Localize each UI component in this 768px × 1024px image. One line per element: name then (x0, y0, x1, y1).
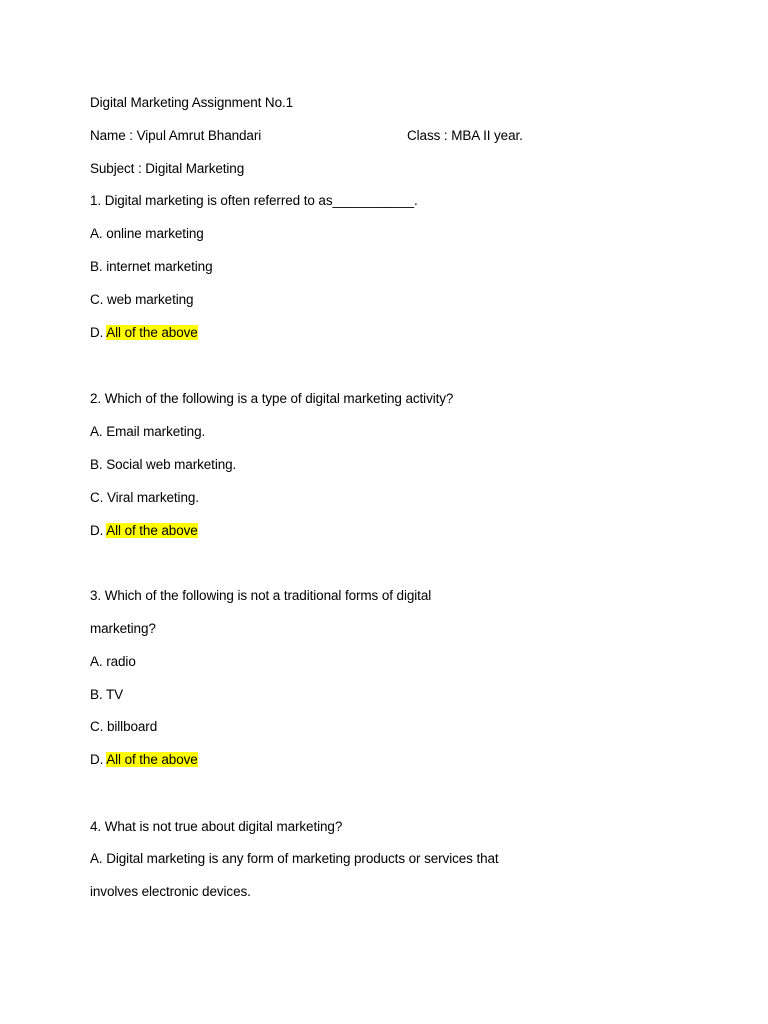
option-prefix: B. (90, 457, 103, 472)
option-prefix: C. (90, 490, 104, 505)
option-prefix: D. (90, 325, 104, 340)
subject-line: Subject : Digital Marketing (90, 161, 245, 176)
option-text: internet marketing (106, 259, 213, 274)
q2-option-a (90, 424, 205, 440)
option-prefix: C. (90, 292, 104, 307)
highlighted-answer: All of the above (106, 523, 198, 538)
option-text: web marketing (106, 292, 194, 307)
q2-option-d (90, 523, 198, 539)
question-4: 4. What is not true about digital marketing? (90, 819, 343, 834)
option-text: Social web marketing. (106, 457, 237, 472)
option-text: Digital marketing is any form of marketing products or services that (106, 851, 499, 866)
question-2: 2. Which of the following is a type of digital marketing activity? (90, 391, 454, 406)
option-text: billboard (106, 719, 158, 734)
question-3-line-2: marketing? (90, 621, 156, 636)
q1-option-a (90, 226, 204, 242)
class-info: Class : MBA II year. (407, 128, 523, 143)
option-text: radio (106, 654, 136, 669)
highlighted-answer: All of the above (106, 325, 198, 340)
option-text: online marketing (106, 226, 204, 241)
q1-option-b (90, 259, 212, 275)
option-prefix: D. (90, 752, 104, 767)
q3-option-d (90, 752, 198, 768)
question-1: 1. Digital marketing is often referred to as___________. (90, 193, 418, 208)
q2-option-b (90, 457, 236, 473)
option-text: Email marketing. (106, 424, 206, 439)
option-prefix: A. (90, 654, 103, 669)
q3-option-a (90, 654, 136, 670)
highlighted-answer: All of the above (106, 752, 198, 767)
q2-option-c (90, 490, 199, 506)
q4-option-a-continued: involves electronic devices. (90, 884, 251, 899)
option-prefix: B. (90, 259, 103, 274)
option-prefix: B. (90, 687, 103, 702)
q3-option-c (90, 719, 157, 735)
option-text: Viral marketing. (106, 490, 199, 505)
option-prefix: A. (90, 226, 103, 241)
option-prefix: C. (90, 719, 104, 734)
q3-option-b (90, 687, 123, 703)
q1-option-c (90, 292, 193, 308)
option-text: TV (105, 687, 124, 702)
option-prefix: A. (90, 851, 103, 866)
document-title: Digital Marketing Assignment No.1 (90, 95, 294, 110)
option-prefix: A. (90, 424, 103, 439)
question-3-line-1: 3. Which of the following is not a traditional forms of digital (90, 588, 432, 603)
option-prefix: D. (90, 523, 104, 538)
student-name: Name : Vipul Amrut Bhandari (90, 128, 262, 143)
q1-option-d (90, 325, 198, 341)
q4-option-a (90, 851, 499, 867)
